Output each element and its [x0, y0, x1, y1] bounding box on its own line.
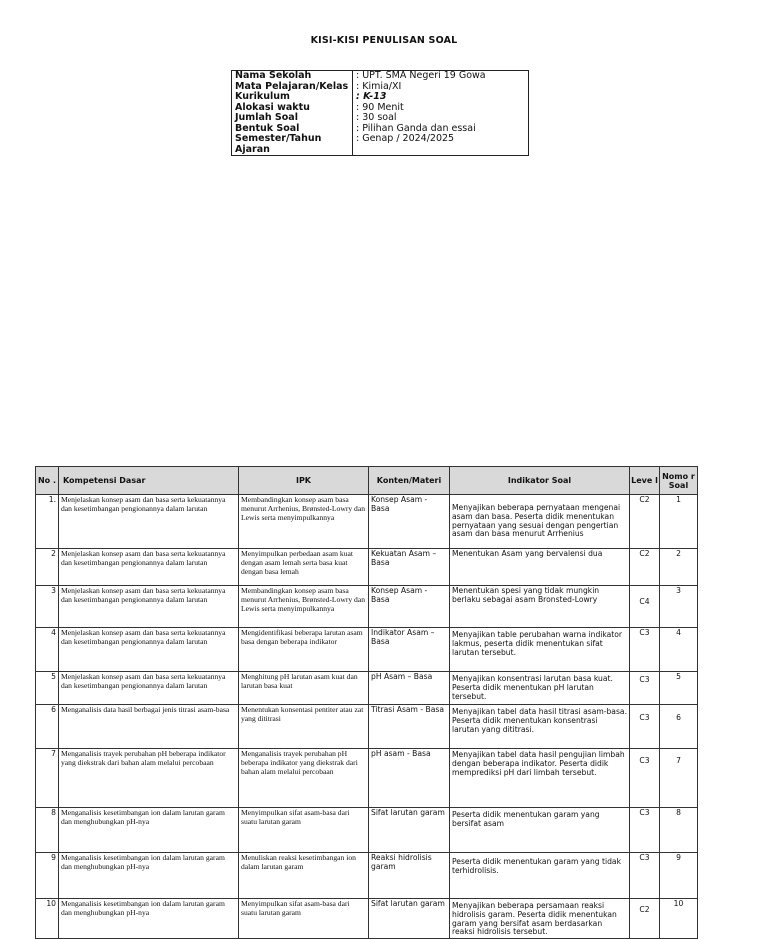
row-no: 4	[36, 628, 59, 672]
row-ipk: Mengidentifikasi beberapa larutan asam basa dengan beberapa indikator	[239, 628, 369, 672]
info-table	[231, 70, 529, 156]
row-ipk: Menuliskan reaksi kesetimbangan ion dalam larutan garam	[239, 853, 369, 899]
info-label: Jumlah Soal	[232, 113, 353, 124]
row-level: C4	[630, 586, 660, 628]
kisi-kisi-table	[35, 466, 698, 939]
row-konten: pH Asam – Basa	[369, 672, 450, 705]
info-label: Semester/Tahun Ajaran	[232, 134, 353, 156]
row-indikator: Menyajikan tabel data hasil pengujian limbah dengan beberapa indikator. Peserta didik memprediksi pH dari limbah tersebut.	[450, 749, 630, 808]
row-konten: Titrasi Asam - Basa	[369, 705, 450, 749]
row-no: 5	[36, 672, 59, 705]
row-indikator: Menyajikan table perubahan warna indikator lakmus, peserta didik menentukan sifat larutan tersebut.	[450, 628, 630, 672]
row-level: C3	[630, 672, 660, 705]
info-label: Kurikulum	[232, 92, 353, 103]
row-level: C3	[630, 628, 660, 672]
table-row	[36, 549, 698, 586]
info-label: Nama Sekolah	[232, 71, 353, 82]
info-value: : 90 Menit	[356, 101, 404, 113]
header-nomor-soal: Nomo r Soal	[660, 467, 698, 495]
row-indikator: Peserta didik menentukan garam yang bersifat asam	[450, 808, 630, 853]
info-row	[232, 134, 529, 156]
row-ipk: Menyimpulkan perbedaan asam kuat dengan asam lemah serta basa kuat dengan basa lemah	[239, 549, 369, 586]
row-level: C2	[630, 549, 660, 586]
header-ipk: IPK	[239, 467, 369, 495]
row-konten: Kekuatan Asam – Basa	[369, 549, 450, 586]
row-indikator: Menyajikan beberapa pernyataan mengenai asam dan basa. Peserta didik menentukan pernyataan yang sesuai dengan pengertian asam dan basa menurut Arrhenius	[450, 495, 630, 549]
row-konten: Sifat larutan garam	[369, 899, 450, 939]
table-row	[36, 586, 698, 628]
header-konten-materi: Konten/Materi	[369, 467, 450, 495]
row-indikator: Menentukan Asam yang bervalensi dua	[450, 549, 630, 586]
row-indikator: Menyajikan konsentrasi larutan basa kuat. Peserta didik menentukan pH larutan tersebut.	[450, 672, 630, 705]
row-no: 7	[36, 749, 59, 808]
info-value: : Kimia/XI	[356, 80, 402, 92]
table-row	[36, 899, 698, 939]
row-kompetensi-dasar: Menganalisis kesetimbangan ion dalam larutan garam dan menghubungkan pH-nya	[59, 899, 239, 939]
table-row	[36, 853, 698, 899]
row-kompetensi-dasar: Menjelaskan konsep asam dan basa serta kekuatannya dan kesetimbangan pengionannya dalam larutan	[59, 672, 239, 705]
info-row	[232, 71, 529, 82]
row-no: 3	[36, 586, 59, 628]
info-value: : Pilihan Ganda dan essai	[356, 122, 476, 134]
row-ipk: Membandingkan konsep asam basa menurut Arrhenius, Brønsted-Lowry dan Lewis serta menyimpulkannya	[239, 495, 369, 549]
row-no: 6	[36, 705, 59, 749]
row-level: C3	[630, 705, 660, 749]
info-row	[232, 92, 529, 103]
row-ipk: Membandingkan konsep asam basa menurut Arrhenius, Brønsted-Lowry dan Lewis serta menyimpulkannya	[239, 586, 369, 628]
row-no: 1.	[36, 495, 59, 549]
row-indikator: Menyajikan tabel data hasil titrasi asam-basa. Peserta didik menentukan konsentrasi larutan yang dititrasi.	[450, 705, 630, 749]
row-ipk: Menganalisis trayek perubahan pH beberapa indikator yang diekstrak dari bahan alam melalui percobaan	[239, 749, 369, 808]
info-row	[232, 113, 529, 124]
row-kompetensi-dasar: Menjelaskan konsep asam dan basa serta kekuatannya dan kesetimbangan pengionannya dalam larutan	[59, 628, 239, 672]
info-value: : 30 soal	[356, 112, 397, 123]
row-indikator: Menentukan spesi yang tidak mungkin berlaku sebagai asam Bronsted-Lowry	[450, 586, 630, 628]
row-no: 9	[36, 853, 59, 899]
table-row	[36, 705, 698, 749]
header-kompetensi-dasar: Kompetensi Dasar	[59, 467, 239, 495]
table-row	[36, 749, 698, 808]
info-label: Bentuk Soal	[232, 124, 353, 135]
row-nomor-soal: 5	[660, 672, 698, 705]
row-no: 2	[36, 549, 59, 586]
row-kompetensi-dasar: Menganalisis data hasil berbagai jenis titrasi asam-basa	[59, 705, 239, 749]
table-row	[36, 628, 698, 672]
row-konten: Reaksi hidrolisis garam	[369, 853, 450, 899]
row-nomor-soal: 3	[660, 586, 698, 628]
table-row	[36, 672, 698, 705]
row-nomor-soal: 2	[660, 549, 698, 586]
row-konten: Konsep Asam - Basa	[369, 586, 450, 628]
row-kompetensi-dasar: Menganalisis kesetimbangan ion dalam larutan garam dan menghubungkan pH-nya	[59, 808, 239, 853]
row-level: C3	[630, 749, 660, 808]
document-title: KISI-KISI PENULISAN SOAL	[310, 35, 458, 46]
row-nomor-soal: 6	[660, 705, 698, 749]
row-konten: Sifat larutan garam	[369, 808, 450, 853]
header-indikator-soal: Indikator Soal	[450, 467, 630, 495]
row-kompetensi-dasar: Menganalisis trayek perubahan pH beberapa indikator yang diekstrak dari bahan alam melalui percobaan	[59, 749, 239, 808]
row-indikator: Menyajikan beberapa persamaan reaksi hidrolisis garam. Peserta didik menentukan garam yang bersifat asam berdasarkan reaksi hidrolisis tersebut.	[450, 899, 630, 939]
table-header-row	[36, 467, 698, 495]
row-level: C3	[630, 853, 660, 899]
info-label: Alokasi waktu	[232, 103, 353, 114]
row-nomor-soal: 9	[660, 853, 698, 899]
row-konten: pH asam - Basa	[369, 749, 450, 808]
row-level: C2	[630, 495, 660, 549]
row-ipk: Menyimpulkan sifat asam-basa dari suatu larutan garam	[239, 899, 369, 939]
row-konten: Indikator Asam – Basa	[369, 628, 450, 672]
row-kompetensi-dasar: Menjelaskan konsep asam dan basa serta kekuatannya dan kesetimbangan pengionannya dalam larutan	[59, 495, 239, 549]
row-kompetensi-dasar: Menganalisis kesetimbangan ion dalam larutan garam dan menghubungkan pH-nya	[59, 853, 239, 899]
row-nomor-soal: 4	[660, 628, 698, 672]
row-nomor-soal: 7	[660, 749, 698, 808]
info-value: : K-13	[356, 91, 387, 102]
table-row	[36, 495, 698, 549]
row-no: 8	[36, 808, 59, 853]
row-no: 10	[36, 899, 59, 939]
header-level: Leve l	[630, 467, 660, 495]
row-nomor-soal: 1	[660, 495, 698, 549]
row-konten: Konsep Asam - Basa	[369, 495, 450, 549]
row-level: C2	[630, 899, 660, 939]
row-kompetensi-dasar: Menjelaskan konsep asam dan basa serta kekuatannya dan kesetimbangan pengionannya dalam larutan	[59, 549, 239, 586]
row-ipk: Menentukan konsentasi pentiter atau zat yang dititrasi	[239, 705, 369, 749]
row-nomor-soal: 10	[660, 899, 698, 939]
row-ipk: Menghitung pH larutan asam kuat dan larutan basa kuat	[239, 672, 369, 705]
info-value: : UPT. SMA Negeri 19 Gowa	[356, 70, 486, 81]
row-nomor-soal: 8	[660, 808, 698, 853]
info-label: Mata Pelajaran/Kelas	[232, 82, 353, 93]
row-kompetensi-dasar: Menjelaskan konsep asam dan basa serta kekuatannya dan kesetimbangan pengionannya dalam larutan	[59, 586, 239, 628]
row-indikator: Peserta didik menentukan garam yang tidak terhidrolisis.	[450, 853, 630, 899]
header-no: No .	[36, 467, 59, 495]
row-level: C3	[630, 808, 660, 853]
info-value: : Genap / 2024/2025	[356, 133, 455, 144]
table-row	[36, 808, 698, 853]
row-ipk: Menyimpulkan sifat asam-basa dari suatu larutan garam	[239, 808, 369, 853]
